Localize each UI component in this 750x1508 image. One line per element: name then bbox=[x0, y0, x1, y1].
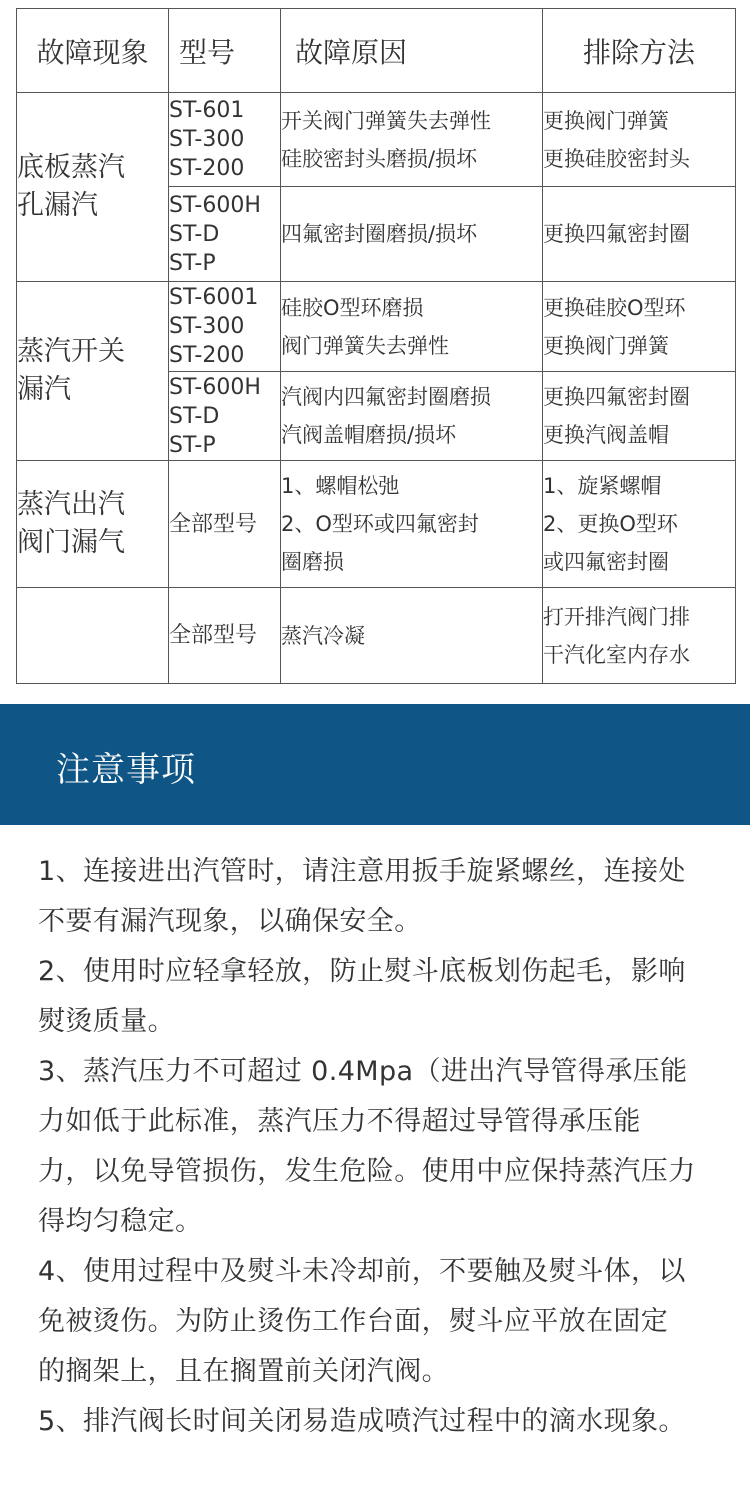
cause-cell bbox=[281, 93, 543, 187]
note-line: 力如低于此标准，蒸汽压力不得超过导管得承压能 bbox=[38, 1106, 641, 1137]
note-line: 2、使用时应轻拿轻放，防止熨斗底板划伤起毛，影响 bbox=[38, 956, 686, 987]
notes-section bbox=[38, 847, 728, 1447]
model-line: ST-D bbox=[169, 403, 220, 429]
note-line: 熨烫质量。 bbox=[38, 1006, 175, 1037]
fix-line: 2、更换O型环 bbox=[543, 512, 678, 537]
table-row bbox=[17, 588, 736, 684]
fix-line: 更换硅胶密封头 bbox=[543, 146, 690, 171]
table-header-row bbox=[17, 9, 736, 93]
header-cause: 故障原因 bbox=[281, 9, 543, 93]
notes-banner bbox=[0, 704, 750, 825]
model-cell bbox=[169, 372, 281, 460]
cause-line: 阀门弹簧失去弹性 bbox=[281, 333, 449, 358]
fix-cell bbox=[543, 588, 736, 684]
table-row bbox=[17, 93, 736, 187]
symptom-line: 蒸汽开关 bbox=[17, 335, 125, 367]
symptom-line: 底板蒸汽 bbox=[17, 151, 125, 183]
model-line: ST-200 bbox=[169, 156, 245, 182]
symptom-cell bbox=[17, 93, 169, 282]
model-cell bbox=[169, 93, 281, 187]
cause-line: 1、螺帽松弛 bbox=[281, 474, 400, 499]
model-cell bbox=[169, 460, 281, 588]
model-line: ST-200 bbox=[169, 343, 245, 369]
fix-cell bbox=[543, 281, 736, 371]
model-line: ST-P bbox=[169, 432, 216, 458]
fix-cell bbox=[543, 187, 736, 281]
header-fix: 排除方法 bbox=[543, 9, 736, 93]
symptom-cell bbox=[17, 460, 169, 588]
model-line: ST-600H bbox=[169, 192, 261, 218]
model-line: ST-P bbox=[169, 250, 216, 276]
note-line: 得均匀稳定。 bbox=[38, 1206, 203, 1237]
model-cell bbox=[169, 281, 281, 371]
note-line: 的搁架上，且在搁置前关闭汽阀。 bbox=[38, 1356, 449, 1387]
cause-line: 四氟密封圈磨损/损坏 bbox=[281, 222, 478, 247]
fix-line: 打开排汽阀门排 bbox=[543, 604, 690, 629]
cause-cell bbox=[281, 460, 543, 588]
cause-line: 2、O型环或四氟密封 bbox=[281, 512, 479, 537]
fix-line: 或四氟密封圈 bbox=[543, 550, 669, 575]
fix-line: 更换硅胶O型环 bbox=[543, 295, 686, 320]
cause-cell bbox=[281, 588, 543, 684]
note-line: 不要有漏汽现象，以确保安全。 bbox=[38, 906, 422, 937]
fix-cell bbox=[543, 372, 736, 460]
symptom-line: 漏汽 bbox=[17, 373, 71, 405]
model-line: ST-600H bbox=[169, 374, 261, 400]
model-line: ST-300 bbox=[169, 127, 245, 153]
header-symptom: 故障现象 bbox=[17, 9, 169, 93]
note-line: 5、排汽阀长时间关闭易造成喷汽过程中的滴水现象。 bbox=[38, 1406, 686, 1437]
model-line: ST-300 bbox=[169, 314, 245, 340]
fix-cell bbox=[543, 460, 736, 588]
note-line: 免被烫伤。为防止烫伤工作台面，熨斗应平放在固定 bbox=[38, 1306, 669, 1337]
cause-line: 硅胶O型环磨损 bbox=[281, 295, 424, 320]
table-row bbox=[17, 281, 736, 371]
fix-line: 更换阀门弹簧 bbox=[543, 333, 669, 358]
fix-line: 更换四氟密封圈 bbox=[543, 222, 690, 247]
model-line: ST-6001 bbox=[169, 285, 259, 311]
table-row bbox=[17, 460, 736, 588]
symptom-line: 阀门漏气 bbox=[17, 527, 125, 559]
cause-line: 开关阀门弹簧失去弹性 bbox=[281, 108, 491, 133]
cause-line: 汽阀盖帽磨损/损坏 bbox=[281, 423, 457, 448]
symptom-cell bbox=[17, 281, 169, 460]
fault-table bbox=[16, 8, 736, 684]
fix-line: 干汽化室内存水 bbox=[543, 642, 690, 667]
model-line: 全部型号 bbox=[169, 511, 258, 537]
cause-line: 圈磨损 bbox=[281, 550, 344, 575]
fix-line: 更换阀门弹簧 bbox=[543, 108, 669, 133]
note-line: 3、蒸汽压力不可超过 0.4Mpa（进出汽导管得承压能 bbox=[38, 1056, 688, 1087]
notes-title: 注意事项 bbox=[56, 750, 196, 790]
note-line: 力，以免导管损伤，发生危险。使用中应保持蒸汽压力 bbox=[38, 1156, 696, 1187]
header-model: 型号 bbox=[169, 9, 281, 93]
fix-line: 1、旋紧螺帽 bbox=[543, 474, 662, 499]
cause-cell bbox=[281, 187, 543, 281]
cause-cell bbox=[281, 281, 543, 371]
symptom-line: 孔漏汽 bbox=[17, 189, 98, 221]
cause-line: 硅胶密封头磨损/损坏 bbox=[281, 146, 478, 171]
fix-cell bbox=[543, 93, 736, 187]
symptom-line: 蒸汽出汽 bbox=[17, 489, 125, 521]
cause-line: 汽阀内四氟密封圈磨损 bbox=[281, 385, 491, 410]
note-line: 1、连接进出汽管时，请注意用扳手旋紧螺丝，连接处 bbox=[38, 856, 686, 887]
fix-line: 更换汽阀盖帽 bbox=[543, 423, 669, 448]
note-line: 4、使用过程中及熨斗未冷却前，不要触及熨斗体，以 bbox=[38, 1256, 686, 1287]
model-cell bbox=[169, 588, 281, 684]
cause-cell bbox=[281, 372, 543, 460]
model-line: 全部型号 bbox=[169, 623, 258, 649]
model-line: ST-D bbox=[169, 221, 220, 247]
model-line: ST-601 bbox=[169, 98, 245, 124]
symptom-cell-empty bbox=[17, 588, 169, 684]
cause-line: 蒸汽冷凝 bbox=[281, 623, 365, 648]
model-cell bbox=[169, 187, 281, 281]
fix-line: 更换四氟密封圈 bbox=[543, 385, 690, 410]
